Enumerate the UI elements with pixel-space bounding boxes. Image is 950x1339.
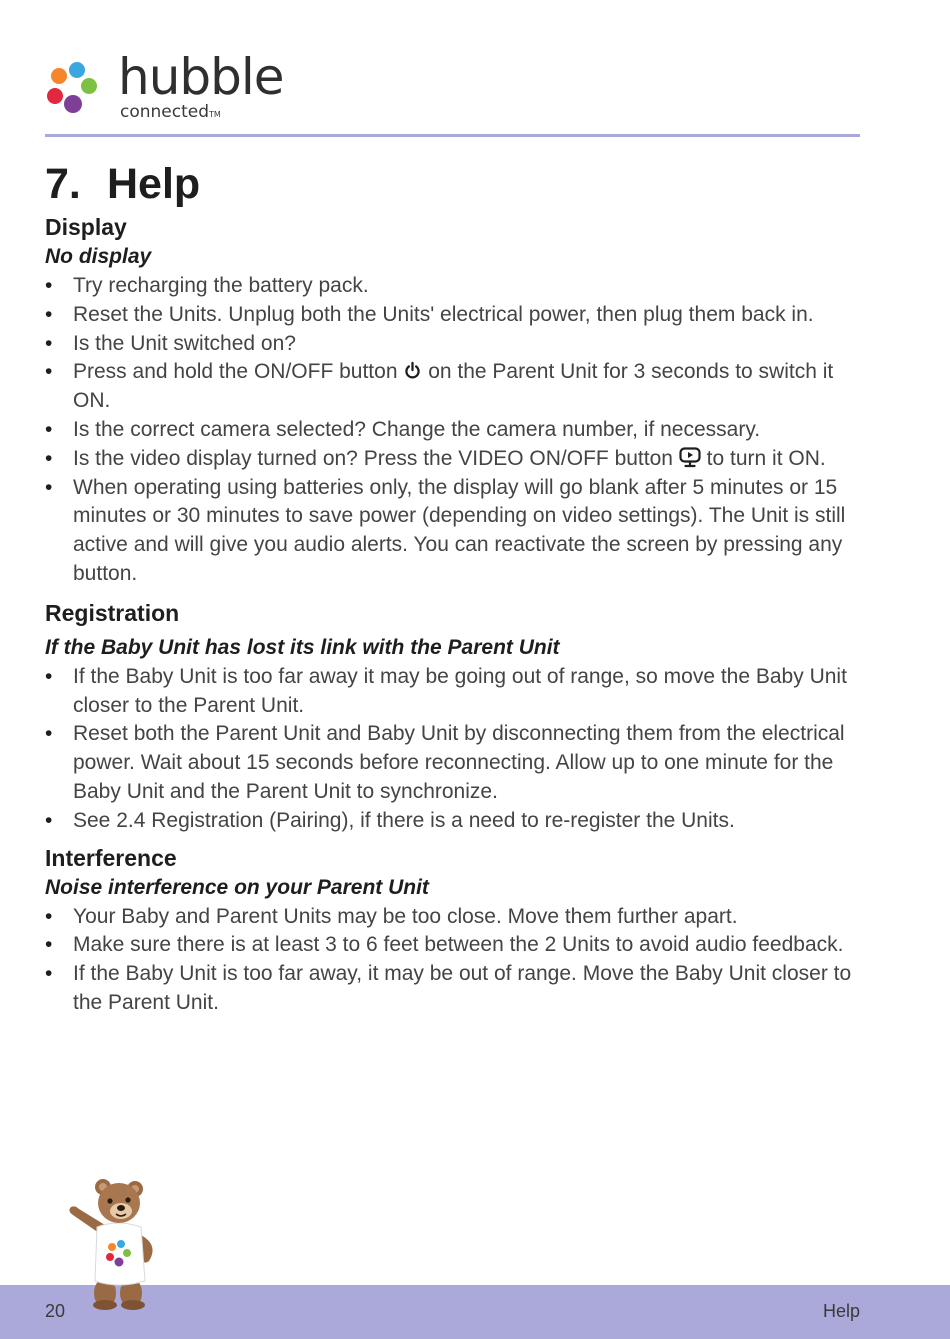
section-heading-registration: Registration [45,599,180,626]
help-content [45,158,865,1018]
subheading-noise: Noise interference on your Parent Unit [45,875,429,899]
list-item: • Your Baby and Parent Units may be too close. Move them further apart. [45,903,865,932]
header-divider [45,134,860,137]
footer-section-label: Help [822,1301,860,1321]
list-item: • Is the correct camera selected? Change the camera number, if necessary. [45,416,865,445]
subheading-lost-link: If the Baby Unit has lost its link with the Parent Unit [45,635,560,659]
section-heading-display: Display [45,214,127,240]
list-item: • Is the video display turned on? Press the VIDEO ON/OFF button to turn it ON. [45,445,865,474]
list-item: • If the Baby Unit is too far away, it may be out of range. Move the Baby Unit closer to the Parent Unit. [45,960,865,1018]
list-item: • See 2.4 Registration (Pairing), if there is a need to re-register the Units. [45,807,865,836]
power-icon [403,361,422,381]
list-item: • When operating using batteries only, the display will go blank after 5 minutes or 15 minutes or 30 minutes to save power (depending on video settings). The Unit is still active and will give you audio alerts. You can reactivate the screen by pressing any button. [45,474,865,589]
chapter-title: 7. Help [45,160,201,208]
chapter-number: 7. [45,160,81,208]
brand-wordmark: hubble [118,48,284,106]
list-item: • Is the Unit switched on? [45,330,865,359]
hubble-logo-icon [45,60,103,118]
list-item: • Try recharging the battery pack. [45,272,865,301]
list-item: • Reset the Units. Unplug both the Units' electrical power, then plug them back in. [45,301,865,330]
page-header [45,48,860,140]
subheading-no-display: No display [45,245,152,268]
interference-list [45,903,865,1018]
list-item: • Press and hold the ON/OFF button on the Parent Unit for 3 seconds to switch it ON. [45,358,865,416]
bear-mascot-icon [65,1175,170,1310]
page-number: 20 [45,1301,66,1321]
section-heading-interference: Interference [45,844,177,871]
registration-list [45,663,865,836]
brand-subtitle: connectedTM [120,102,221,122]
list-item: • Reset both the Parent Unit and Baby Unit by disconnecting them from the electrical power. Wait about 15 seconds before reconnecting. Allow up to one minute for the Baby Unit and the Parent Unit to synchronize. [45,720,865,806]
list-item: • Make sure there is at least 3 to 6 feet between the 2 Units to avoid audio feedback. [45,931,865,960]
video-display-icon [679,447,701,468]
display-list [45,272,865,589]
trademark-mark: TM [209,110,221,119]
list-item: • If the Baby Unit is too far away it may be going out of range, so move the Baby Unit closer to the Parent Unit. [45,663,865,721]
